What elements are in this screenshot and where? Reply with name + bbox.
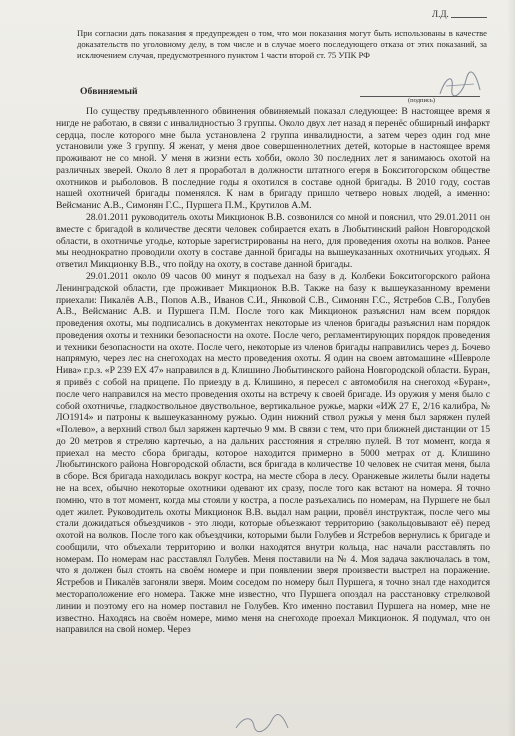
paragraph: 28.01.2011 руководитель охоты Микционок В.В. созвонился со мной и пояснил, что 29.01.2011 он вместе с бригадой в количестве десяти человек собирается ехать в Любытинский район Новгородской области, в охотничье угодье, которые зарегистрированы на него, для проведения охоты на волков. Ранее мы неоднократно проводили охоту в составе данной бригады на вышеуказанных охотничьих угодьях. Я ответил Микционку В.В., что пойду на охоту, в составе данной бригады. [56, 212, 490, 271]
role-label: Обвиняемый [80, 86, 138, 97]
signature-caption: (подпись) [408, 97, 435, 104]
warning-text: При согласии дать показания я предупрежден о том, что мои показания могут быть использованы в качестве доказательств по уголовному делу, в том числе и в случае моего последующего отказа от этих показаний, за исключением случая, предусмотренного пунктом 1 части второй ст. 75 УПК РФ [77, 28, 487, 61]
testimony-body [56, 106, 490, 636]
paragraph: 29.01.2011 около 09 часов 00 минут я подъехал на базу в д. Колбеки Бокситогорского района Ленинградской области, где проживает Микционок В.В. Также на базу к вышеуказанному времени приехали: Пикалёв А.В., Попов А.В., Иванов С.И., Янковой С.В., Симонян Г.С., Ястребов С.В., Голубев А.В., Вейсманис А.В. и Пуршега П.М. После того как Микционок разъяснил нам всем порядок проведения охоты, мы подписались в документах некоторые из членов бригады разъяснил нам порядок проведения охоты и техники безопасности на охоте. После чего, регламентирующих порядок проведения и техники безопасности на охоте. После чего, некоторые из членов бригады направились через д. Бочево напрямую, через лес на снегоходах на место проведения охоты. Я один на своем автомашине «Шевроле Нива» г.р.з. «Р 239 ЕХ 47» направился в д. Клишино Любытинского района Новгородской области. Буран, я привёз с собой на прицепе. По приезду в д. Клишино, я пересел с автомобиля на снегоход «Буран», после чего направился на место проведения охоты на встречу к своей бригаде. Из оружия у меня было с собой охотничье, гладкоствольное двуствольное, вертикальное ружье, марки «ИЖ 27 Е, 2/16 калибра, № ЛО1914» и патроны к вышеуказанному ружью. Один нижний ствол ружья у меня был заряжен пулей «Полево», а верхний ствол был заряжен картечью 9 мм. В связи с тем, что при ближней дистанции от 15 до 20 метров я стреляю картечью, а на дальних расстояния я стреляю пулей. В тот момент, когда я приехал на место сбора бригады, которое находится примерно в 5000 метрах от д. Клишино Любытинского района Новгородской области, вся бригада в количестве 10 человек не считая меня, была в сборе. Вся бригада находилась вокруг костра, на месте сбора в лесу. Оранжевые жилеты были надеты не на всех, обычно некоторые охотники одевают их сразу, после того как встают на номера. Я точно помню, что в тот момент, когда мы стояли у костра, а после разъехались по номерам, на Пуршеге не был одет жилет. Руководитель охоты Микционок В.В. выдал нам рации, провёл инструктаж, после чего мы стали дожидаться объездчиков - это люди, которые объезжают территорию (закольцовывают её) перед охотой на волков. После того как объездчики, которыми были Голубев и Ястребов вернулись к бригаде и сообщили, что объехали территорию и волки находятся внутри кольца, нас начали расставлять по номерам. По номерам нас расставлял Голубев. Меня поставили на № 4. Моя задача заключалась в том, что я должен был стоять на своём номере и при появлении зверя произвести выстрел на поражение. Ястребов и Пикалёв загоняли зверя. Моим соседом по номеру был Пуршега, я точно знал где находится местораположение его номера. Также мне известно, что Пуршега опоздал на расстановку стрелковой линии и поэтому его на номер поставил не Голубев. Кто именно поставил Пуршега на номер, мне не известно. Находясь на своём номере, мимо меня на снегоходе проехал Микционок. Я подумал, что он направился на свой номер. Через [56, 270, 490, 636]
paragraph: По существу предъявленного обвинения обвиняемый показал следующее: В настоящее время я нигде не работаю, в связи с инвалидностью 3 группы. Около двух лет назад я перенёс обширный инфаркт сердца, после которого мне была установлена 2 группа инвалидности, а затем через один год мне установили уже 3 группу. Я женат, у меня двое совершеннолетних детей, которые в настоящее время проживают не со мной. У меня в жизни есть хобби, около 30 последних лет я занимаюсь охотой на различных зверей. Около 8 лет я проработал в должности штатного егеря в Бокситогорском обществе охотников и рыболовов. В последние годы я охотился в составе одной бригады. В 2010 году, состав нашей охотничей бригады поменялся. К нам в бригаду пришло четверо новых людей, а именно: Вейсманис А.В., Симонян Г.С., Пуршега П.М., Крутилов А.М. [56, 106, 490, 212]
sheet-number-label: Л.Д. [432, 9, 449, 19]
handwritten-signature-icon [232, 714, 292, 734]
sheet-number [432, 9, 487, 19]
sheet-number-blank [451, 17, 487, 18]
page-edge-shadow [507, 0, 515, 736]
